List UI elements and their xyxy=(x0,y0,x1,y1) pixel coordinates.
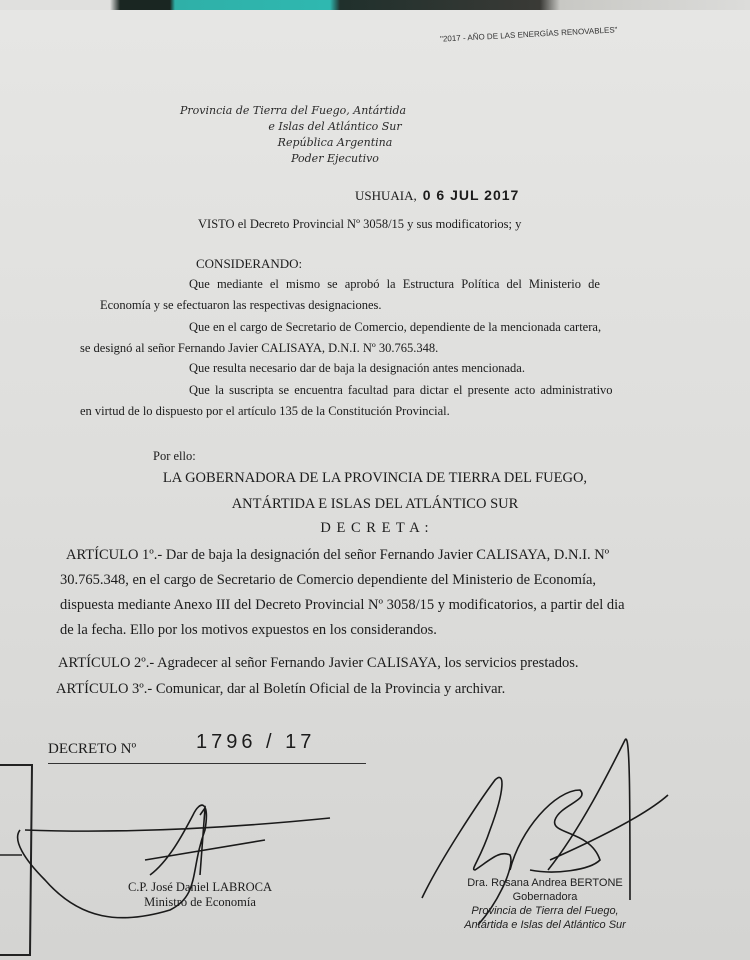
por-ello: Por ello: xyxy=(153,449,196,463)
letterhead-line-4: Poder Ejecutivo xyxy=(291,152,379,165)
date-stamp: 0 6 JUL 2017 xyxy=(422,187,520,203)
governor-name: Dra. Rosana Andrea BERTONE xyxy=(467,877,623,889)
considerando-3: Que resulta necesario dar de baja la designación antes mencionada. xyxy=(189,361,525,375)
decreta-heading: D E C R E T A : xyxy=(320,520,430,536)
authority-line-1: LA GOBERNADORA DE LA PROVINCIA DE TIERRA DEL FUEGO, xyxy=(162,470,588,486)
letterhead-line-3: República Argentina xyxy=(277,136,393,149)
considerando-1-line-1: Que mediante el mismo se aprobó la Estructura Política del Ministerio de xyxy=(189,277,600,291)
decree-number-value: 1796 / 17 xyxy=(196,731,316,753)
considerando-1-line-2: Economía y se efectuaron las respectivas designaciones. xyxy=(100,298,382,312)
considerando-4-line-1: Que la suscripta se encuentra facultad para dictar el presente acto administrativo xyxy=(189,383,613,397)
considerando-title: CONSIDERANDO: xyxy=(196,256,303,271)
article-3: ARTÍCULO 3º.- Comunicar, dar al Boletín Oficial de la Provincia y archivar. xyxy=(56,681,506,697)
considerando-2-line-2: se designó al señor Fernando Javier CALISAYA, D.N.I. Nº 30.765.348. xyxy=(80,341,439,355)
article-1-line-1: ARTÍCULO 1º.- Dar de baja la designación del señor Fernando Javier CALISAYA, D.N.I. Nº xyxy=(66,547,610,563)
minister-name: C.P. José Daniel LABROCA xyxy=(127,880,273,894)
city: USHUAIA, xyxy=(355,188,417,203)
article-1-line-4: de la fecha. Ello por los motivos expuestos en los considerandos. xyxy=(60,622,437,638)
governor-org-line-1: Provincia de Tierra del Fuego, xyxy=(471,905,619,917)
minister-signature-block xyxy=(100,880,300,910)
governor-title: Gobernadora xyxy=(512,891,578,903)
considerando-2-line-1: Que en el cargo de Secretario de Comercio, dependiente de la mencionada cartera, xyxy=(189,320,602,334)
date-line xyxy=(355,187,519,204)
authority-line-2: ANTÁRTIDA E ISLAS DEL ATLÁNTICO SUR xyxy=(231,496,519,512)
letterhead xyxy=(180,103,490,167)
article-1-line-2: 30.765.348, en el cargo de Secretario de Comercio dependiente del Ministerio de Economía, xyxy=(60,572,597,588)
letterhead-line-1: Provincia de Tierra del Fuego, Antártida xyxy=(180,104,407,117)
letterhead-line-2: e Islas del Atlántico Sur xyxy=(268,120,402,133)
governor-signature-block xyxy=(440,876,650,932)
visto-clause: VISTO el Decreto Provincial Nº 3058/15 y sus modificatorios; y xyxy=(198,217,522,231)
considerando-4-line-2: en virtud de lo dispuesto por el artículo 135 de la Constitución Provincial. xyxy=(80,404,450,418)
year-slogan: "2017 - AÑO DE LAS ENERGÍAS RENOVABLES" xyxy=(439,25,618,44)
decree-number-label: DECRETO Nº xyxy=(48,741,137,757)
article-1-line-3: dispuesta mediante Anexo III del Decreto Provincial Nº 3058/15 y modificatorios, a partir del dia xyxy=(60,597,625,613)
decree-number-line xyxy=(48,731,366,764)
article-2: ARTÍCULO 2º.- Agradecer al señor Fernando Javier CALISAYA, los servicios prestados. xyxy=(58,655,579,671)
minister-title: Ministro de Economía xyxy=(144,895,256,909)
governor-org-line-2: Antártida e Islas del Atlántico Sur xyxy=(464,919,626,931)
